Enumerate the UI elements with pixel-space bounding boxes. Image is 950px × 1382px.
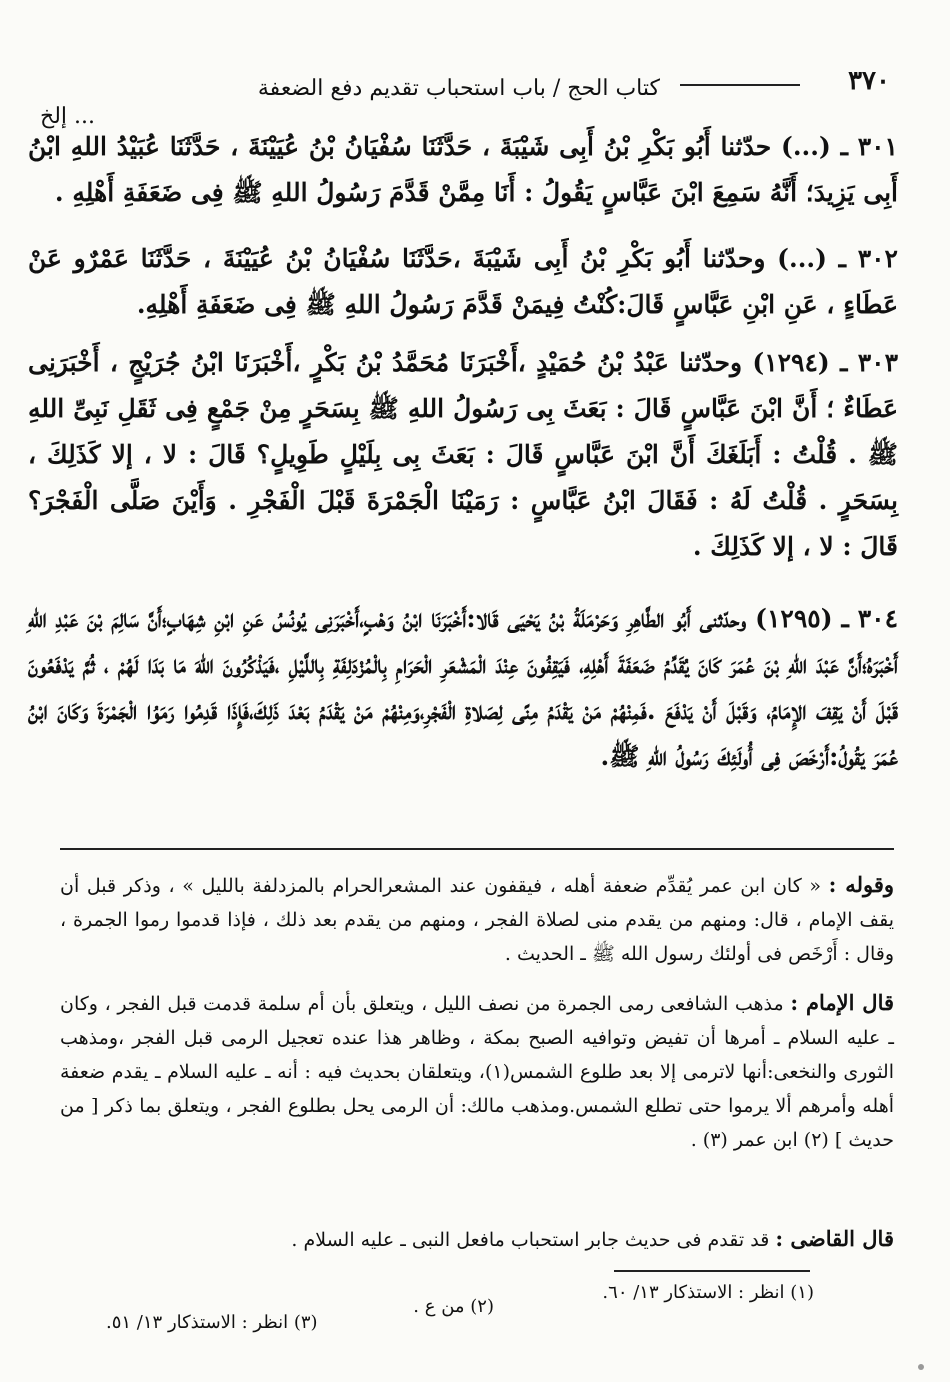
footnote-1: (١) انظر : الاستذكار ١٣/ ٦٠.	[602, 1282, 814, 1303]
hadith-text: ٣٠١ ـ (...) حدّثنا أَبُو بَكْرِ بْنُ أَبِى شَيْبَةَ ، حَدَّثَنَا سُفْيَانُ بْنُ عُيَيْنَةَ ، حَدَّثَنَا عُبَيْدُ اللهِ ابْنُ أَبِى يَزِيدَ؛ أَنَّهُ سَمِعَ ابْنَ عَبَّاسٍ يَقُولُ : أَنَا مِمَّنْ قَدَّمَ رَسُولُ اللهِ ﷺ فِى ضَعَفَةِ أَهْلِهِ .	[28, 132, 898, 207]
commentary-lead: قال الإمام :	[790, 990, 894, 1015]
scan-mark	[918, 1364, 924, 1370]
commentary-text: مذهب الشافعى رمى الجمرة من نصف الليل ، ويتعلق بأن أم سلمة قدمت قبل الفجر ، وكان ـ عليه السلام ـ أمرها أن تفيض وتوافيه الصبح بمكة ، وظاهر هذا عنده تعجيل الرمى قبل الفجر ،ومذهب الثورى والنخعى:أنها لاترمى إلا بعد طلوع الشمس(١)، ويتعلقان بحديث فيه : أنه ـ عليه السلام ـ يقدم ضعفة أهله وأمرهم ألا يرموا حتى تطلع الشمس.ومذهب مالك: أن الرمى يحل بطلوع الفجر ، ويتعلق بما ذكر [ من حديث ] (٢) ابن عمر (٣) .	[60, 993, 894, 1151]
hadith-text: ٣٠٤ ـ (١٢٩٥) وحدّثنى أَبُو الطَّاهِرِ وَحَرْمَلَةُ بْنُ يَحْيَى قَالا:أَخْبَرَنَا ابْنُ وَهْبٍ،أَخْبَرَنِى يُونُسُ عَنِ ابْنِ شِهَابٍ؛أَنَّ سَالِمَ بْنَ عَبْدِ اللهِ أَخْبَرَهُ؛أَنَّ عَبْدَ اللهِ بْنَ عُمَرَ كَانَ يُقَدِّمُ ضَعَفَةَ أَهْلِهِ، فَيَقِفُونَ عِنْدَ الْمَشْعَرِ الْحَرَامِ بِالْمُزْدَلِفَةِ بِاللَّيْلِ ،فَيَذْكُرُونَ اللهَ مَا بَدَا لَهُمْ ، ثُمَّ يَدْفَعُونَ قَبْلَ أَنْ يَقِفَ الإِمَامُ، وَقَبْلَ أَنْ يَدْفَعَ .فَمِنْهُمْ مَنْ يَقْدَمُ مِنًى لِصَلاةِ الْفَجْرِ،وَمِنْهُمْ مَنْ يَقْدَمُ بَعْدَ ذَلِكَ،فَإِذَا قَدِمُوا رَمَوُا الْجَمْرَةَ وَكَانَ ابْنُ عُمَرَ يَقُولُ:أَرْخَصَ فِى أُولَئِكَ رَسُولُ اللهِ ﷺ.	[28, 604, 899, 771]
hadith-text: ٣٠٢ ـ (...) وحدّثنا أَبُو بَكْرِ بْنُ أَبِى شَيْبَةَ ،حَدَّثَنَا سُفْيَانُ بْنُ عُيَيْنَةَ ، حَدَّثَنَا عَمْرٌو عَنْ عَطَاءٍ ، عَنِ ابْنِ عَبَّاسٍ قَالَ:كُنْتُ فِيمَنْ قَدَّمَ رَسُولُ اللهِ ﷺ فِى ضَعَفَةِ أَهْلِهِ.	[28, 244, 898, 319]
hadith-304	[28, 596, 898, 780]
commentary-lead: وقوله :	[828, 872, 894, 897]
commentary-text: « كان ابن عمر يُقدِّم ضعفة أهله ، فيقفون عند المشعرالحرام بالمزدلفة بالليل » ، وذكر قبل أن يقف الإمام ، قال: ومنهم من يقدم منى لصلاة الفجر ، ومنهم من يقدم بعد ذلك ، فإذا قدموا رموا الجمرة ، وقال : أَرْخَص فى أولئك رسول الله ﷺ ـ الحديث .	[60, 875, 894, 965]
header-rule	[680, 84, 800, 86]
commentary-paragraph	[60, 868, 894, 971]
footnote-3: (٣) انظر : الاستذكار ١٣/ ٥١.	[106, 1312, 318, 1333]
footnote-2: (٢) من ع .	[413, 1296, 494, 1317]
page-header	[40, 66, 890, 129]
commentary-text: قد تقدم فى حديث جابر استحباب مافعل النبى ـ عليه السلام .	[291, 1229, 770, 1251]
hadith-302	[28, 236, 898, 328]
commentary-paragraph	[60, 1222, 894, 1257]
running-title: كتاب الحج / باب استحباب تقديم دفع الضعفة	[257, 76, 660, 101]
commentary-lead: قال القاضى :	[775, 1226, 894, 1251]
running-title-end: ... إلخ	[40, 104, 95, 129]
footnotes	[80, 1278, 814, 1333]
hadith-301	[28, 124, 898, 216]
footnote-separator	[614, 1270, 810, 1272]
hadith-text: ٣٠٣ ـ (١٢٩٤) وحدّثنا عَبْدُ بْنُ حُمَيْدٍ ،أَخْبَرَنَا مُحَمَّدُ بْنُ بَكْرٍ ،أَخْبَرَنَا ابْنُ جُرَيْجٍ ، أَخْبَرَنِى عَطَاءٌ ؛ أَنَّ ابْنَ عَبَّاسٍ قَالَ : بَعَثَ بِى رَسُولُ اللهِ ﷺ بِسَحَرٍ مِنْ جَمْعٍ فِى ثَقَلِ نَبِىِّ اللهِ ﷺ . قُلْتُ : أَبَلَغَكَ أَنَّ ابْنَ عَبَّاسٍ قَالَ : بَعَثَ بِى بِلَيْلٍ طَوِيلٍ؟ قَالَ : لا ، إلا كَذَلِكَ ، بِسَحَرٍ . قُلْتُ لَهُ : فَقَالَ ابْنُ عَبَّاسٍ : رَمَيْنَا الْجَمْرَةَ قَبْلَ الْفَجْرِ . وَأَيْنَ صَلَّى الْفَجْرَ؟ قَالَ : لا ، إلا كَذَلِكَ .	[28, 348, 899, 561]
commentary-paragraph	[60, 986, 894, 1157]
commentary-separator	[60, 848, 894, 850]
page-number: ٣٧٠	[848, 66, 890, 96]
hadith-303	[28, 340, 898, 570]
